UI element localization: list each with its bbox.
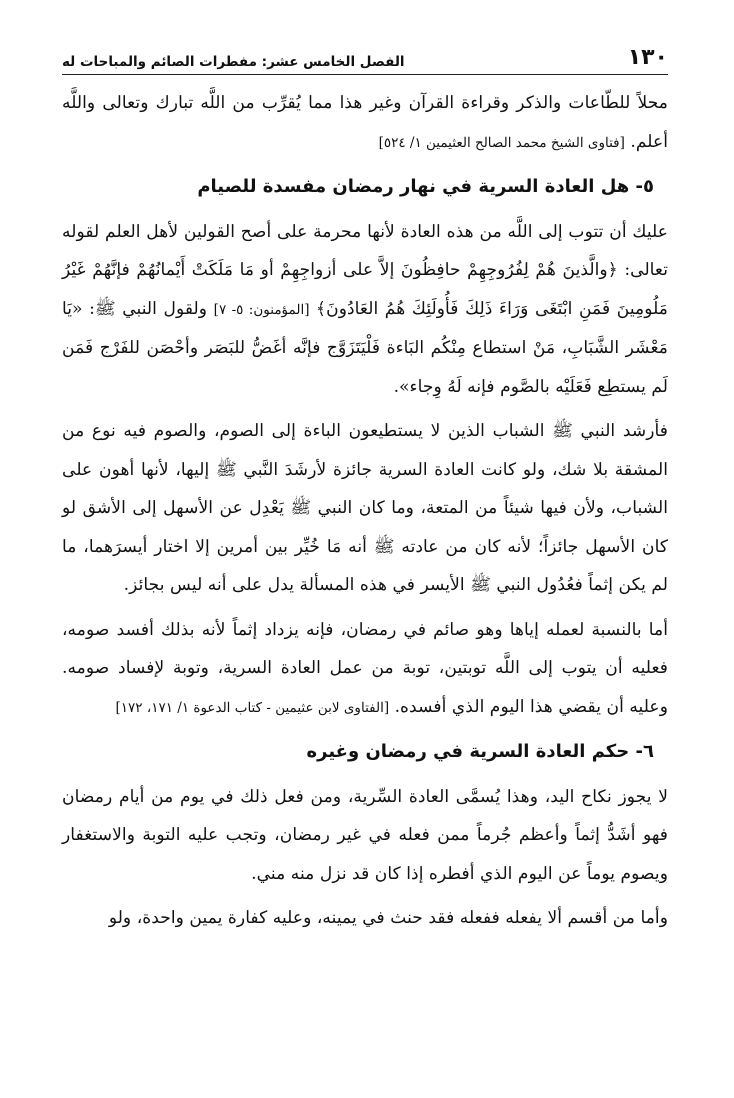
paragraph-4-text: أما بالنسبة لعمله إياها وهو صائم في رمضان، فإنه يزداد إثماً لأنه بذلك أفسد صومه، فعليه أن يتوب إلى اللَّه توبتين، توبة من عمل العادة السرية، وتوبة لإفساد صومه. وعليه أن يقضي هذا اليوم الذي أفسده. xyxy=(62,619,668,717)
paragraph-6: وأما من أقسم ألا يفعله ففعله فقد حنث في يمينه، وعليه كفارة يمين واحدة، ولو xyxy=(108,908,668,928)
paragraph-1 xyxy=(62,84,668,162)
section-heading-6: ٦- حكم العادة السرية في رمضان وغيره xyxy=(306,741,654,762)
chapter-title: الفصل الخامس عشر: مفطرات الصائم والمباحات له xyxy=(62,54,405,70)
paragraph-2-hadith: ولقول النبي ﷺ: «يَا مَعْشَر الشَّبَابِ، مَنْ استطاع مِنْكُم البَاءة فَلْيَتَزَوَّج فإنَّه أغَضُّ للبَصَر وأحْصَن للفَرْج فَمَن لَم يستطِع فَعَلَيْه بالصَّوم فإنه لَهُ وِجاء». xyxy=(62,298,668,397)
paragraph-1-text: محلاً للطّاعات والذكر وقراءة القرآن وغير هذا مما يُقرِّب من اللَّه تبارك وتعالى واللَّه أعلم. xyxy=(62,93,668,152)
paragraph-1-reference: [فتاوى الشيخ محمد الصالح العثيمين ١/ ٥٢٤] xyxy=(378,134,625,151)
paragraph-2-text: عليك أن تتوب إلى اللَّه من هذه العادة لأنها محرمة على أصح القولين لأهل العلم لقوله تعالى: ﴿والَّذينَ هُمْ لِفُرُوجِهِمْ حافِظُونَ إلاَّ على أزواجِهِمْ أو مَا مَلَكَتْ أَيْمانُهُمْ فإنَّهُمْ غَيْرُ مَلُومِينَ فَمَنِ ابْتَغَى وَرَاءَ ذَلِكَ فَأُولَئِكَ هُمُ العَادُونَ﴾ xyxy=(62,221,668,319)
paragraph-3: فأرشد النبي ﷺ الشباب الذين لا يستطيعون الباءة إلى الصوم، والصوم فيه نوع من المشقة بلا شك، ولو كانت العادة السرية جائزة لأرشَدَ النَّبي ﷺ إليها، لأنها أهون على الشباب، ولأن فيها شيئاً من المتعة، وما كان النبي ﷺ يَعْدِل عن الأسهل إلى الأشق لو كان الأسهل جائزاً؛ لأنه كان من عادته ﷺ أنه مَا خُيِّر بين أمرين إلا اختار أيسرَهما، ما لم يكن إثماً فعُدُول النبي ﷺ الأيسر في هذه المسألة يدل على أنه ليس بجائز. xyxy=(62,421,668,595)
page-header xyxy=(62,40,668,75)
page-number: ١٣٠ xyxy=(627,45,668,70)
paragraph-4 xyxy=(62,611,668,728)
paragraph-4-reference: [الفتاوى لابن عثيمين - كتاب الدعوة ١/ ١٧١، ١٧٢] xyxy=(115,699,390,716)
paragraph-2 xyxy=(62,213,668,407)
paragraph-5: لا يجوز نكاح اليد، وهذا يُسمَّى العادة السِّرية، ومن فعل ذلك في يوم من أيام رمضان فهو أشَدُّ إثماً وأعظم جُرماً ممن فعله في غير رمضان، وتجب عليه التوبة والاستغفار ويصوم يوماً عن اليوم الذي أفطره إذا كان قد نزل منه مني. xyxy=(62,786,668,884)
paragraph-2-reference: [المؤمنون: ٥- ٧] xyxy=(213,301,310,318)
page-body xyxy=(62,84,668,938)
section-heading-5: ٥- هل العادة السرية في نهار رمضان مفسدة للصيام xyxy=(197,176,654,197)
